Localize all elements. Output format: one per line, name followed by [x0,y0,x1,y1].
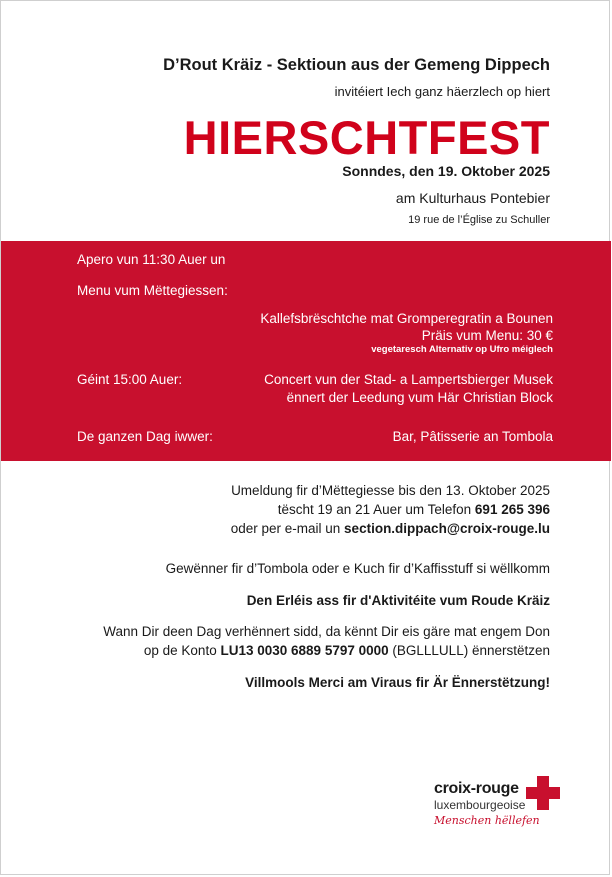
concert-time: Géint 15:00 Auer: [77,372,183,387]
event-date: Sonndes, den 19. Oktober 2025 [342,163,550,179]
thanks-note: Villmools Merci am Viraus fir Är Ënnerstëtzung! [245,675,550,690]
event-venue: am Kulturhaus Pontebier [395,190,550,206]
registration-line-2 [278,502,550,517]
invitation-line: invitéiert Iech ganz häerzlech op hiert [334,84,550,99]
logo-subtitle: luxembourgeoise [434,798,526,812]
menu-price: Präis vum Menu: 30 € [421,328,553,343]
donation-prefix: op de Konto [143,643,217,658]
proceeds-note: Den Erléis ass fir d'Aktivitéite vum Roude Kräiz [246,593,550,608]
donation-iban: LU13 0030 6889 5797 0000 [220,643,389,658]
event-title: HIERSCHTFEST [183,111,550,164]
registration-phone-text: tëscht 19 an 21 Auer um Telefon [277,502,472,517]
registration-email-text: oder per e-mail un [230,521,341,536]
allday-items: Bar, Pâtisserie an Tombola [392,429,553,444]
registration-email[interactable]: section.dippach@croix-rouge.lu [344,521,550,536]
donation-suffix: (BGLLLULL) ënnerstëtzen [392,643,550,658]
donation-line-2 [144,643,550,658]
menu-dish: Kallefsbrëschtche mat Gromperegratin a Bounen [260,311,553,326]
program-band [1,241,611,461]
logo-wordmark: croix-rouge [434,780,519,797]
donation-line-1: Wann Dir deen Dag verhënnert sidd, da kënnt Dir eis gäre mat engem Don [103,624,550,639]
red-cross-icon [526,776,560,810]
aperitif-time: Apero vun 11:30 Auer un [77,252,226,267]
organization-name: D’Rout Kräiz - Sektioun aus der Gemeng Dippech [163,56,550,74]
registration-line-3 [231,521,550,536]
menu-vegetarian-note: vegetaresch Alternativ op Ufro méiglech [371,344,553,355]
lunch-label: Menu vum Mëttegiessen: [77,283,228,298]
event-address: 19 rue de l’Église zu Schuller [408,214,550,226]
croix-rouge-logo [434,776,559,836]
registration-line-1: Umeldung fir d’Mëttegiesse bis den 13. Oktober 2025 [231,483,550,498]
allday-label: De ganzen Dag iwwer: [77,429,213,444]
concert-line-2: ënnert der Leedung vum Här Christian Block [286,390,553,405]
concert-line-1: Concert vun der Stad- a Lampertsbierger Musek [264,372,553,387]
registration-phone: 691 265 396 [474,502,550,517]
tombola-note: Gewënner fir d’Tombola oder e Kuch fir d’Kaffisstuff si wëllkomm [165,561,550,576]
logo-tagline: Menschen hëllefen [434,814,540,827]
